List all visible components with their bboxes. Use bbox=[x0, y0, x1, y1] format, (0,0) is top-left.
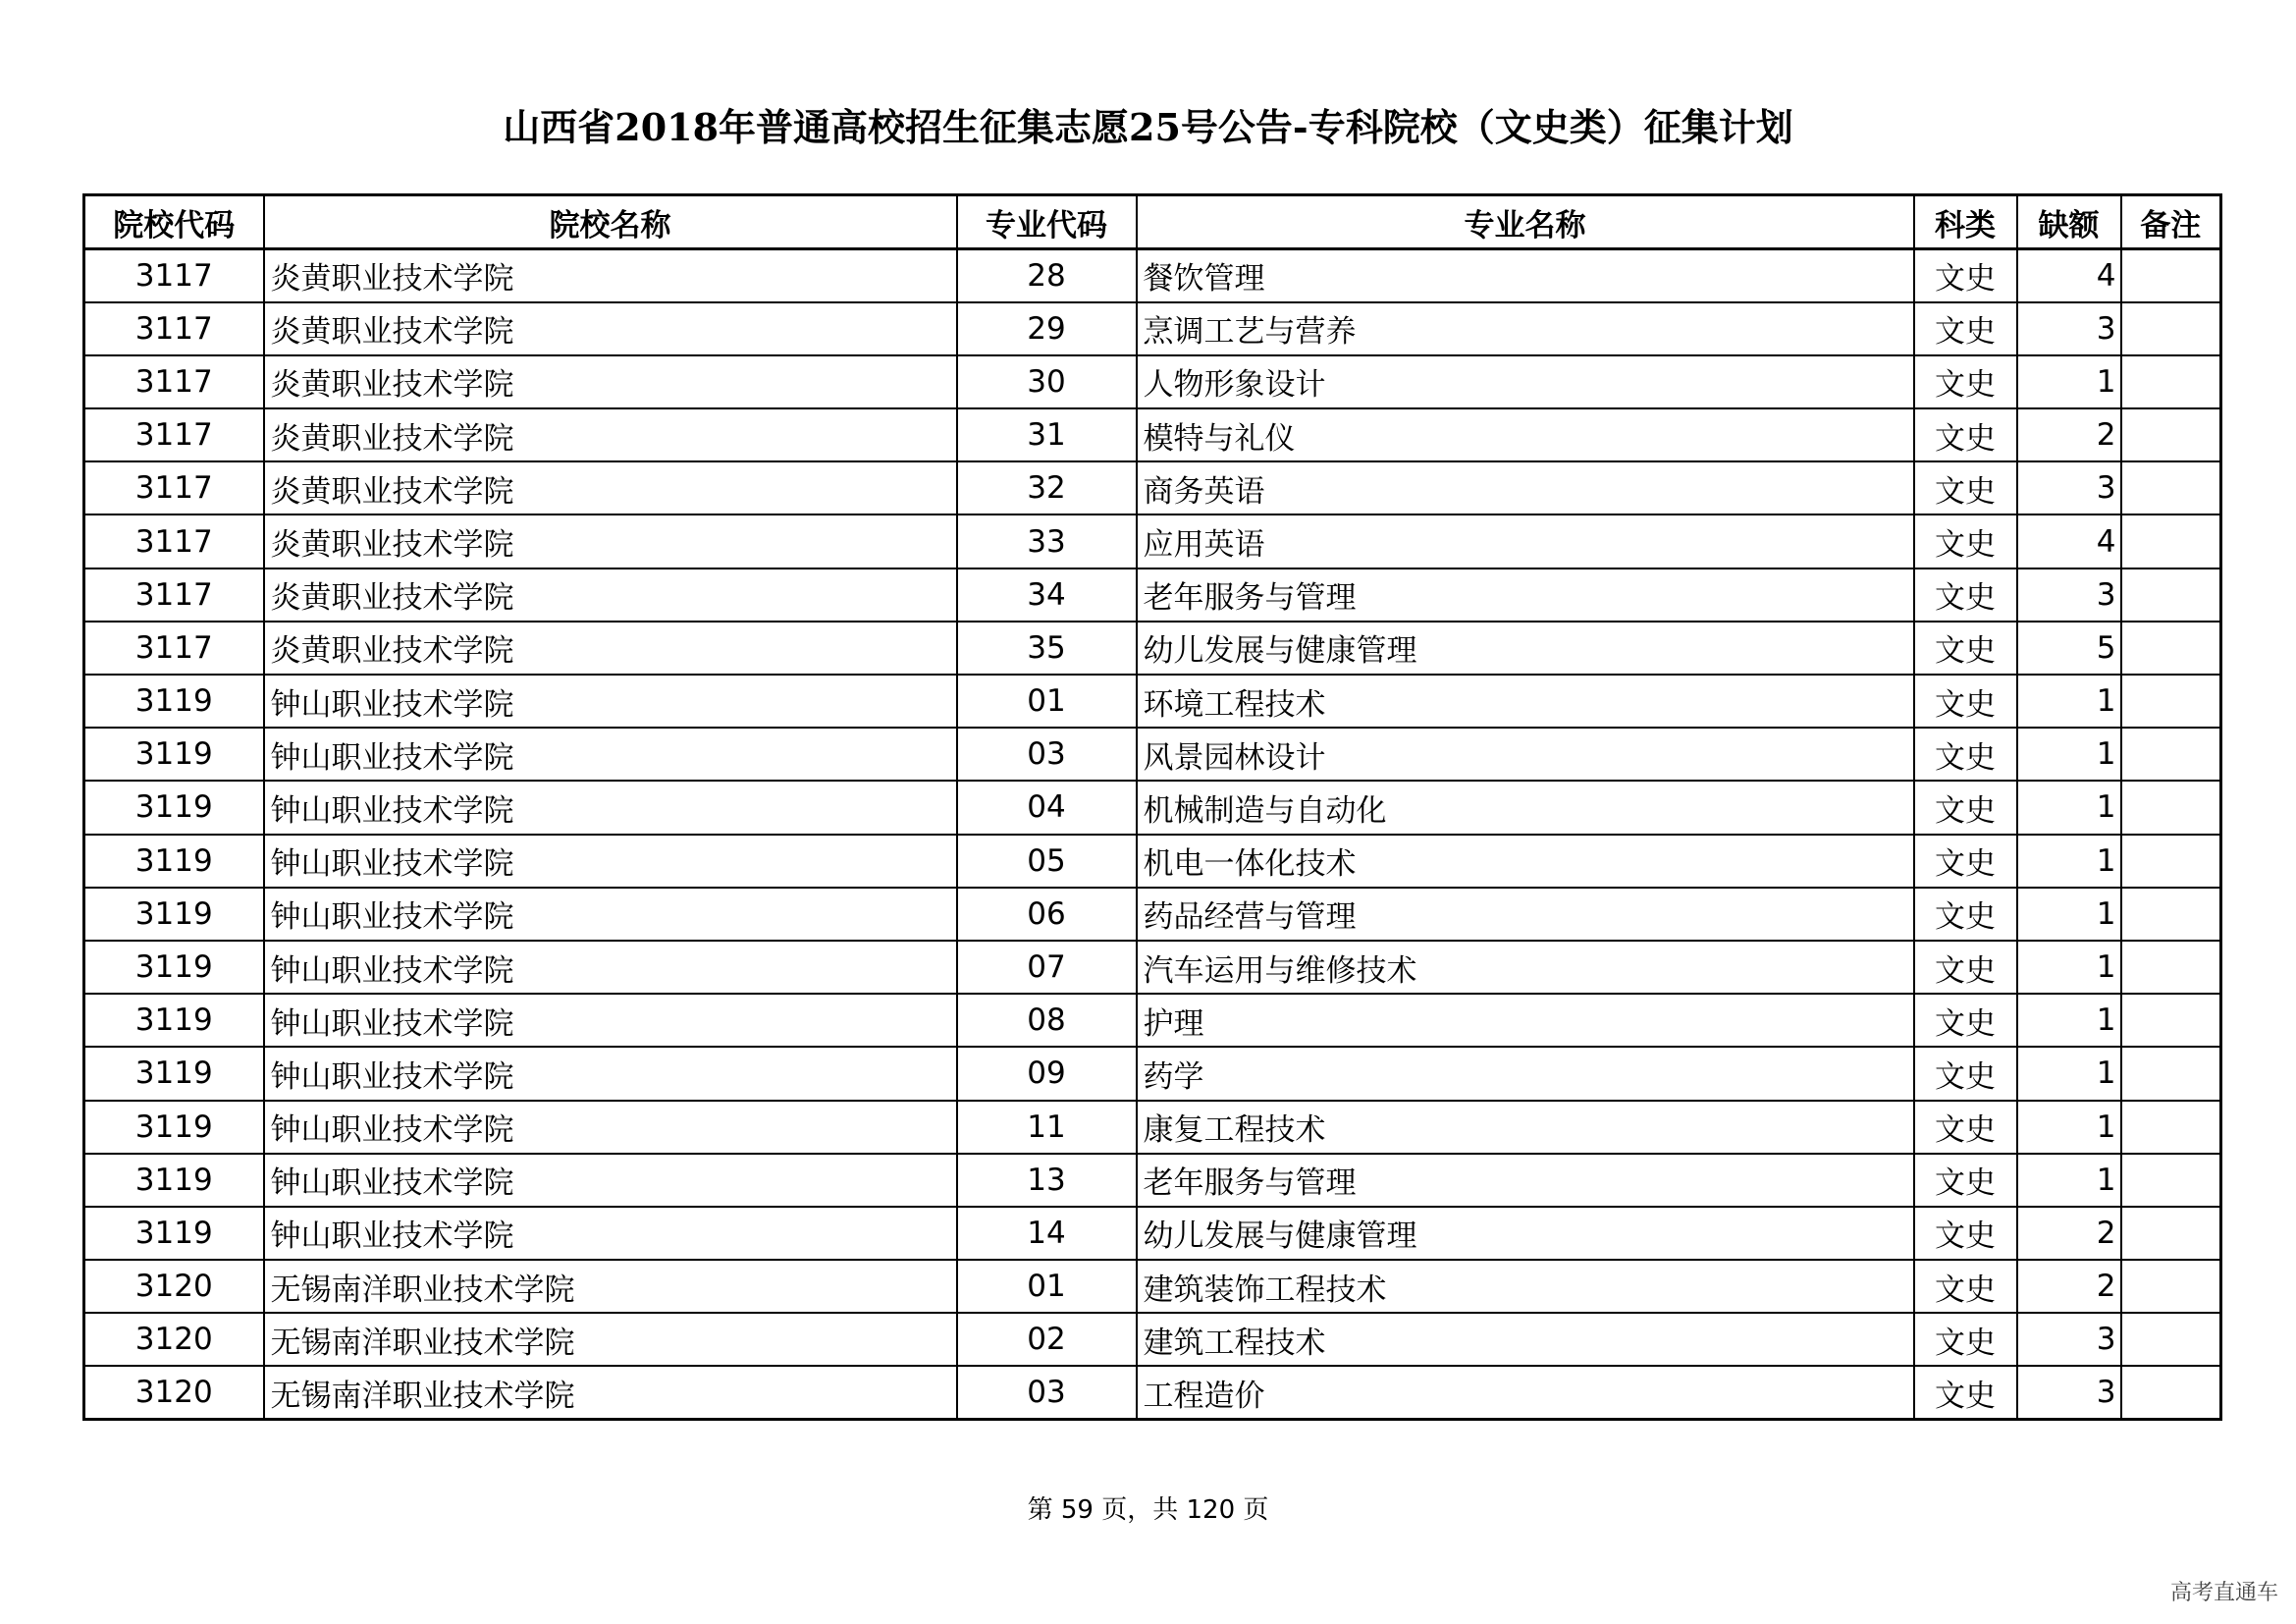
vacancy-cell: 1 bbox=[2017, 994, 2121, 1047]
category-cell: 文史 bbox=[1914, 835, 2017, 888]
school-name-cell: 钟山职业技术学院 bbox=[264, 1101, 957, 1154]
vacancy-cell: 1 bbox=[2017, 728, 2121, 781]
vacancy-cell: 1 bbox=[2017, 675, 2121, 728]
table-row bbox=[84, 835, 2221, 888]
vacancy-cell: 2 bbox=[2017, 408, 2121, 461]
remarks-cell bbox=[2121, 1101, 2221, 1154]
category-cell: 文史 bbox=[1914, 781, 2017, 834]
remarks-cell bbox=[2121, 302, 2221, 355]
major-code-cell: 03 bbox=[957, 728, 1137, 781]
school-name-cell: 钟山职业技术学院 bbox=[264, 941, 957, 994]
category-cell: 文史 bbox=[1914, 994, 2017, 1047]
school-name-cell: 炎黄职业技术学院 bbox=[264, 302, 957, 355]
major-name-cell: 商务英语 bbox=[1137, 461, 1914, 514]
category-cell: 文史 bbox=[1914, 941, 2017, 994]
major-code-cell: 33 bbox=[957, 514, 1137, 568]
school-code-cell: 3119 bbox=[84, 1154, 264, 1207]
vacancy-cell: 4 bbox=[2017, 514, 2121, 568]
major-code-cell: 32 bbox=[957, 461, 1137, 514]
school-code-cell: 3120 bbox=[84, 1366, 264, 1419]
major-name-cell: 建筑装饰工程技术 bbox=[1137, 1260, 1914, 1313]
major-code-cell: 07 bbox=[957, 941, 1137, 994]
major-code-cell: 31 bbox=[957, 408, 1137, 461]
school-name-cell: 钟山职业技术学院 bbox=[264, 835, 957, 888]
major-code-cell: 28 bbox=[957, 249, 1137, 302]
vacancy-cell: 1 bbox=[2017, 835, 2121, 888]
table-row bbox=[84, 408, 2221, 461]
major-name-cell: 幼儿发展与健康管理 bbox=[1137, 1207, 1914, 1260]
remarks-cell bbox=[2121, 461, 2221, 514]
remarks-cell bbox=[2121, 1047, 2221, 1100]
major-name-cell: 应用英语 bbox=[1137, 514, 1914, 568]
major-code-cell: 01 bbox=[957, 1260, 1137, 1313]
major-name-cell: 风景园林设计 bbox=[1137, 728, 1914, 781]
school-name-cell: 炎黄职业技术学院 bbox=[264, 568, 957, 622]
vacancy-cell: 3 bbox=[2017, 568, 2121, 622]
school-name-cell: 炎黄职业技术学院 bbox=[264, 514, 957, 568]
major-name-cell: 老年服务与管理 bbox=[1137, 568, 1914, 622]
remarks-cell bbox=[2121, 1154, 2221, 1207]
school-name-cell: 钟山职业技术学院 bbox=[264, 994, 957, 1047]
table-body bbox=[84, 249, 2221, 1420]
vacancy-cell: 3 bbox=[2017, 461, 2121, 514]
major-code-cell: 01 bbox=[957, 675, 1137, 728]
major-name-cell: 环境工程技术 bbox=[1137, 675, 1914, 728]
table-row bbox=[84, 355, 2221, 408]
remarks-cell bbox=[2121, 1313, 2221, 1366]
page-title: 山西省2018年普通高校招生征集志愿25号公告-专科院校（文史类）征集计划 bbox=[503, 105, 1793, 149]
major-name-cell: 机电一体化技术 bbox=[1137, 835, 1914, 888]
school-code-cell: 3117 bbox=[84, 514, 264, 568]
school-name-cell: 钟山职业技术学院 bbox=[264, 1047, 957, 1100]
school-code-cell: 3119 bbox=[84, 781, 264, 834]
vacancy-cell: 1 bbox=[2017, 1101, 2121, 1154]
header-major-code: 专业代码 bbox=[957, 195, 1137, 249]
major-name-cell: 汽车运用与维修技术 bbox=[1137, 941, 1914, 994]
category-cell: 文史 bbox=[1914, 1047, 2017, 1100]
major-code-cell: 30 bbox=[957, 355, 1137, 408]
header-school-code: 院校代码 bbox=[84, 195, 264, 249]
vacancy-cell: 1 bbox=[2017, 781, 2121, 834]
table-row bbox=[84, 941, 2221, 994]
page-number: 第 59 页，共 120 页 bbox=[1027, 1495, 1269, 1525]
header-category: 科类 bbox=[1914, 195, 2017, 249]
major-code-cell: 34 bbox=[957, 568, 1137, 622]
remarks-cell bbox=[2121, 355, 2221, 408]
watermark-text: 高考直通车 bbox=[2169, 1581, 2278, 1605]
table-row bbox=[84, 1047, 2221, 1100]
school-name-cell: 无锡南洋职业技术学院 bbox=[264, 1366, 957, 1419]
school-code-cell: 3117 bbox=[84, 461, 264, 514]
major-name-cell: 餐饮管理 bbox=[1137, 249, 1914, 302]
major-code-cell: 11 bbox=[957, 1101, 1137, 1154]
category-cell: 文史 bbox=[1914, 461, 2017, 514]
vacancy-cell: 3 bbox=[2017, 302, 2121, 355]
remarks-cell bbox=[2121, 994, 2221, 1047]
table-row bbox=[84, 675, 2221, 728]
category-cell: 文史 bbox=[1914, 622, 2017, 675]
major-code-cell: 03 bbox=[957, 1366, 1137, 1419]
remarks-cell bbox=[2121, 408, 2221, 461]
remarks-cell bbox=[2121, 941, 2221, 994]
table-row bbox=[84, 1366, 2221, 1419]
table-row bbox=[84, 514, 2221, 568]
remarks-cell bbox=[2121, 622, 2221, 675]
school-code-cell: 3119 bbox=[84, 835, 264, 888]
category-cell: 文史 bbox=[1914, 1313, 2017, 1366]
school-name-cell: 钟山职业技术学院 bbox=[264, 888, 957, 941]
table-row bbox=[84, 568, 2221, 622]
table-row bbox=[84, 728, 2221, 781]
school-name-cell: 炎黄职业技术学院 bbox=[264, 408, 957, 461]
category-cell: 文史 bbox=[1914, 568, 2017, 622]
major-name-cell: 药品经营与管理 bbox=[1137, 888, 1914, 941]
major-name-cell: 幼儿发展与健康管理 bbox=[1137, 622, 1914, 675]
header-major-name: 专业名称 bbox=[1137, 195, 1914, 249]
major-code-cell: 09 bbox=[957, 1047, 1137, 1100]
remarks-cell bbox=[2121, 1207, 2221, 1260]
category-cell: 文史 bbox=[1914, 302, 2017, 355]
major-code-cell: 05 bbox=[957, 835, 1137, 888]
remarks-cell bbox=[2121, 728, 2221, 781]
table-row bbox=[84, 1207, 2221, 1260]
vacancy-cell: 3 bbox=[2017, 1313, 2121, 1366]
table-row bbox=[84, 1313, 2221, 1366]
school-code-cell: 3117 bbox=[84, 249, 264, 302]
major-name-cell: 烹调工艺与营养 bbox=[1137, 302, 1914, 355]
remarks-cell bbox=[2121, 888, 2221, 941]
remarks-cell bbox=[2121, 675, 2221, 728]
major-name-cell: 建筑工程技术 bbox=[1137, 1313, 1914, 1366]
remarks-cell bbox=[2121, 514, 2221, 568]
vacancy-cell: 1 bbox=[2017, 1047, 2121, 1100]
school-name-cell: 炎黄职业技术学院 bbox=[264, 249, 957, 302]
category-cell: 文史 bbox=[1914, 888, 2017, 941]
remarks-cell bbox=[2121, 249, 2221, 302]
vacancy-cell: 4 bbox=[2017, 249, 2121, 302]
major-code-cell: 02 bbox=[957, 1313, 1137, 1366]
major-code-cell: 14 bbox=[957, 1207, 1137, 1260]
school-name-cell: 炎黄职业技术学院 bbox=[264, 622, 957, 675]
school-name-cell: 钟山职业技术学院 bbox=[264, 781, 957, 834]
remarks-cell bbox=[2121, 835, 2221, 888]
header-school-name: 院校名称 bbox=[264, 195, 957, 249]
vacancy-cell: 2 bbox=[2017, 1260, 2121, 1313]
table-row bbox=[84, 994, 2221, 1047]
remarks-cell bbox=[2121, 1260, 2221, 1313]
school-code-cell: 3117 bbox=[84, 568, 264, 622]
category-cell: 文史 bbox=[1914, 1101, 2017, 1154]
table-row bbox=[84, 1260, 2221, 1313]
major-name-cell: 康复工程技术 bbox=[1137, 1101, 1914, 1154]
category-cell: 文史 bbox=[1914, 675, 2017, 728]
vacancy-cell: 2 bbox=[2017, 1207, 2121, 1260]
school-code-cell: 3119 bbox=[84, 728, 264, 781]
major-code-cell: 08 bbox=[957, 994, 1137, 1047]
table-row bbox=[84, 461, 2221, 514]
school-name-cell: 无锡南洋职业技术学院 bbox=[264, 1313, 957, 1366]
category-cell: 文史 bbox=[1914, 1207, 2017, 1260]
table-row bbox=[84, 1101, 2221, 1154]
major-code-cell: 06 bbox=[957, 888, 1137, 941]
category-cell: 文史 bbox=[1914, 728, 2017, 781]
major-name-cell: 药学 bbox=[1137, 1047, 1914, 1100]
remarks-cell bbox=[2121, 781, 2221, 834]
major-code-cell: 13 bbox=[957, 1154, 1137, 1207]
category-cell: 文史 bbox=[1914, 249, 2017, 302]
table-row bbox=[84, 781, 2221, 834]
school-name-cell: 钟山职业技术学院 bbox=[264, 675, 957, 728]
school-name-cell: 炎黄职业技术学院 bbox=[264, 461, 957, 514]
major-code-cell: 35 bbox=[957, 622, 1137, 675]
header-remarks: 备注 bbox=[2121, 195, 2221, 249]
table-row bbox=[84, 249, 2221, 302]
major-name-cell: 工程造价 bbox=[1137, 1366, 1914, 1419]
vacancy-cell: 3 bbox=[2017, 1366, 2121, 1419]
school-name-cell: 钟山职业技术学院 bbox=[264, 1207, 957, 1260]
enrollment-plan-table bbox=[82, 193, 2222, 1421]
school-code-cell: 3117 bbox=[84, 302, 264, 355]
category-cell: 文史 bbox=[1914, 1366, 2017, 1419]
vacancy-cell: 5 bbox=[2017, 622, 2121, 675]
remarks-cell bbox=[2121, 568, 2221, 622]
school-name-cell: 钟山职业技术学院 bbox=[264, 1154, 957, 1207]
school-code-cell: 3119 bbox=[84, 888, 264, 941]
table-row bbox=[84, 888, 2221, 941]
major-name-cell: 老年服务与管理 bbox=[1137, 1154, 1914, 1207]
category-cell: 文史 bbox=[1914, 514, 2017, 568]
table-row bbox=[84, 622, 2221, 675]
major-name-cell: 机械制造与自动化 bbox=[1137, 781, 1914, 834]
table-row bbox=[84, 1154, 2221, 1207]
vacancy-cell: 1 bbox=[2017, 355, 2121, 408]
school-code-cell: 3119 bbox=[84, 675, 264, 728]
table-header-row bbox=[84, 195, 2221, 249]
school-code-cell: 3119 bbox=[84, 1101, 264, 1154]
header-vacancy: 缺额 bbox=[2017, 195, 2121, 249]
category-cell: 文史 bbox=[1914, 355, 2017, 408]
category-cell: 文史 bbox=[1914, 1154, 2017, 1207]
school-code-cell: 3120 bbox=[84, 1260, 264, 1313]
major-name-cell: 人物形象设计 bbox=[1137, 355, 1914, 408]
category-cell: 文史 bbox=[1914, 1260, 2017, 1313]
vacancy-cell: 1 bbox=[2017, 941, 2121, 994]
table-row bbox=[84, 302, 2221, 355]
school-code-cell: 3119 bbox=[84, 994, 264, 1047]
vacancy-cell: 1 bbox=[2017, 1154, 2121, 1207]
school-name-cell: 炎黄职业技术学院 bbox=[264, 355, 957, 408]
school-code-cell: 3119 bbox=[84, 941, 264, 994]
school-code-cell: 3119 bbox=[84, 1047, 264, 1100]
major-code-cell: 29 bbox=[957, 302, 1137, 355]
vacancy-cell: 1 bbox=[2017, 888, 2121, 941]
school-code-cell: 3119 bbox=[84, 1207, 264, 1260]
school-name-cell: 钟山职业技术学院 bbox=[264, 728, 957, 781]
school-code-cell: 3117 bbox=[84, 622, 264, 675]
school-code-cell: 3120 bbox=[84, 1313, 264, 1366]
major-name-cell: 护理 bbox=[1137, 994, 1914, 1047]
remarks-cell bbox=[2121, 1366, 2221, 1419]
major-code-cell: 04 bbox=[957, 781, 1137, 834]
school-code-cell: 3117 bbox=[84, 408, 264, 461]
school-code-cell: 3117 bbox=[84, 355, 264, 408]
major-name-cell: 模特与礼仪 bbox=[1137, 408, 1914, 461]
category-cell: 文史 bbox=[1914, 408, 2017, 461]
school-name-cell: 无锡南洋职业技术学院 bbox=[264, 1260, 957, 1313]
